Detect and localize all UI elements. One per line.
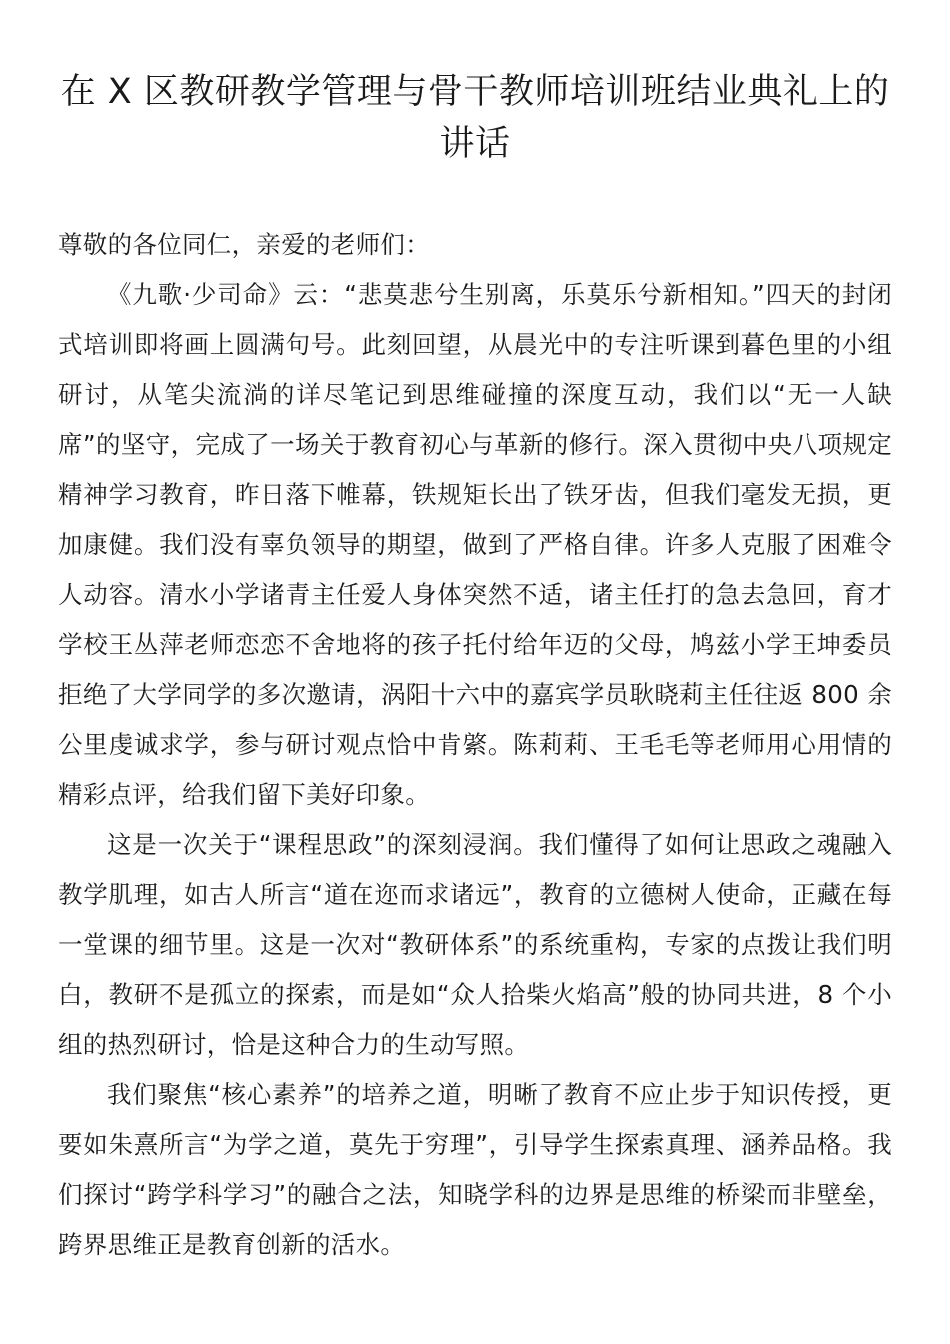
document-body [58, 220, 892, 1270]
salutation: 尊敬的各位同仁，亲爱的老师们： [58, 230, 430, 259]
paragraph-3: 我们聚焦“核心素养”的培养之道，明晰了教育不应止步于知识传授，更要如朱熹所言“为学之道，莫先于穷理”，引导学生探索真理、涵养品格。我们探讨“跨学科学习”的融合之法，知晓学科的边界是思维的桥梁而非壁垒，跨界思维正是教育创新的活水。 [58, 1080, 892, 1259]
paragraph-2: 这是一次关于“课程思政”的深刻浸润。我们懂得了如何让思政之魂融入教学肌理，如古人所言“道在迩而求诸远”，教育的立德树人使命，正藏在每一堂课的细节里。这是一次对“教研体系”的系统重构，专家的点拨让我们明白，教研不是孤立的探索，而是如“众人拾柴火焰高”般的协同共进，8 个小组的热烈研讨，恰是这种合力的生动写照。 [58, 830, 892, 1059]
title-line-2: 讲话 [439, 124, 511, 164]
title-line-1: 在 X 区教研教学管理与骨干教师培训班结业典礼上的 [60, 72, 890, 112]
paragraph-1: 《九歌·少司命》云：“悲莫悲兮生别离，乐莫乐兮新相知。”四天的封闭式培训即将画上圆满句号。此刻回望，从晨光中的专注听课到暮色里的小组研讨，从笔尖流淌的详尽笔记到思维碰撞的深度互动，我们以“无一人缺席”的坚守，完成了一场关于教育初心与革新的修行。深入贯彻中央八项规定精神学习教育，昨日落下帷幕，铁规矩长出了铁牙齿，但我们毫发无损，更加康健。我们没有辜负领导的期望，做到了严格自律。许多人克服了困难令人动容。清水小学诸青主任爱人身体突然不适，诸主任打的急去急回，育才学校王丛萍老师恋恋不舍地将的孩子托付给年迈的父母，鸠兹小学王坤委员拒绝了大学同学的多次邀请，涡阳十六中的嘉宾学员耿晓莉主任往返 800 余公里虔诚求学，参与研讨观点恰中肯綮。陈莉莉、王毛毛等老师用心用情的精彩点评，给我们留下美好印象。 [58, 280, 892, 809]
document-title [58, 66, 892, 170]
